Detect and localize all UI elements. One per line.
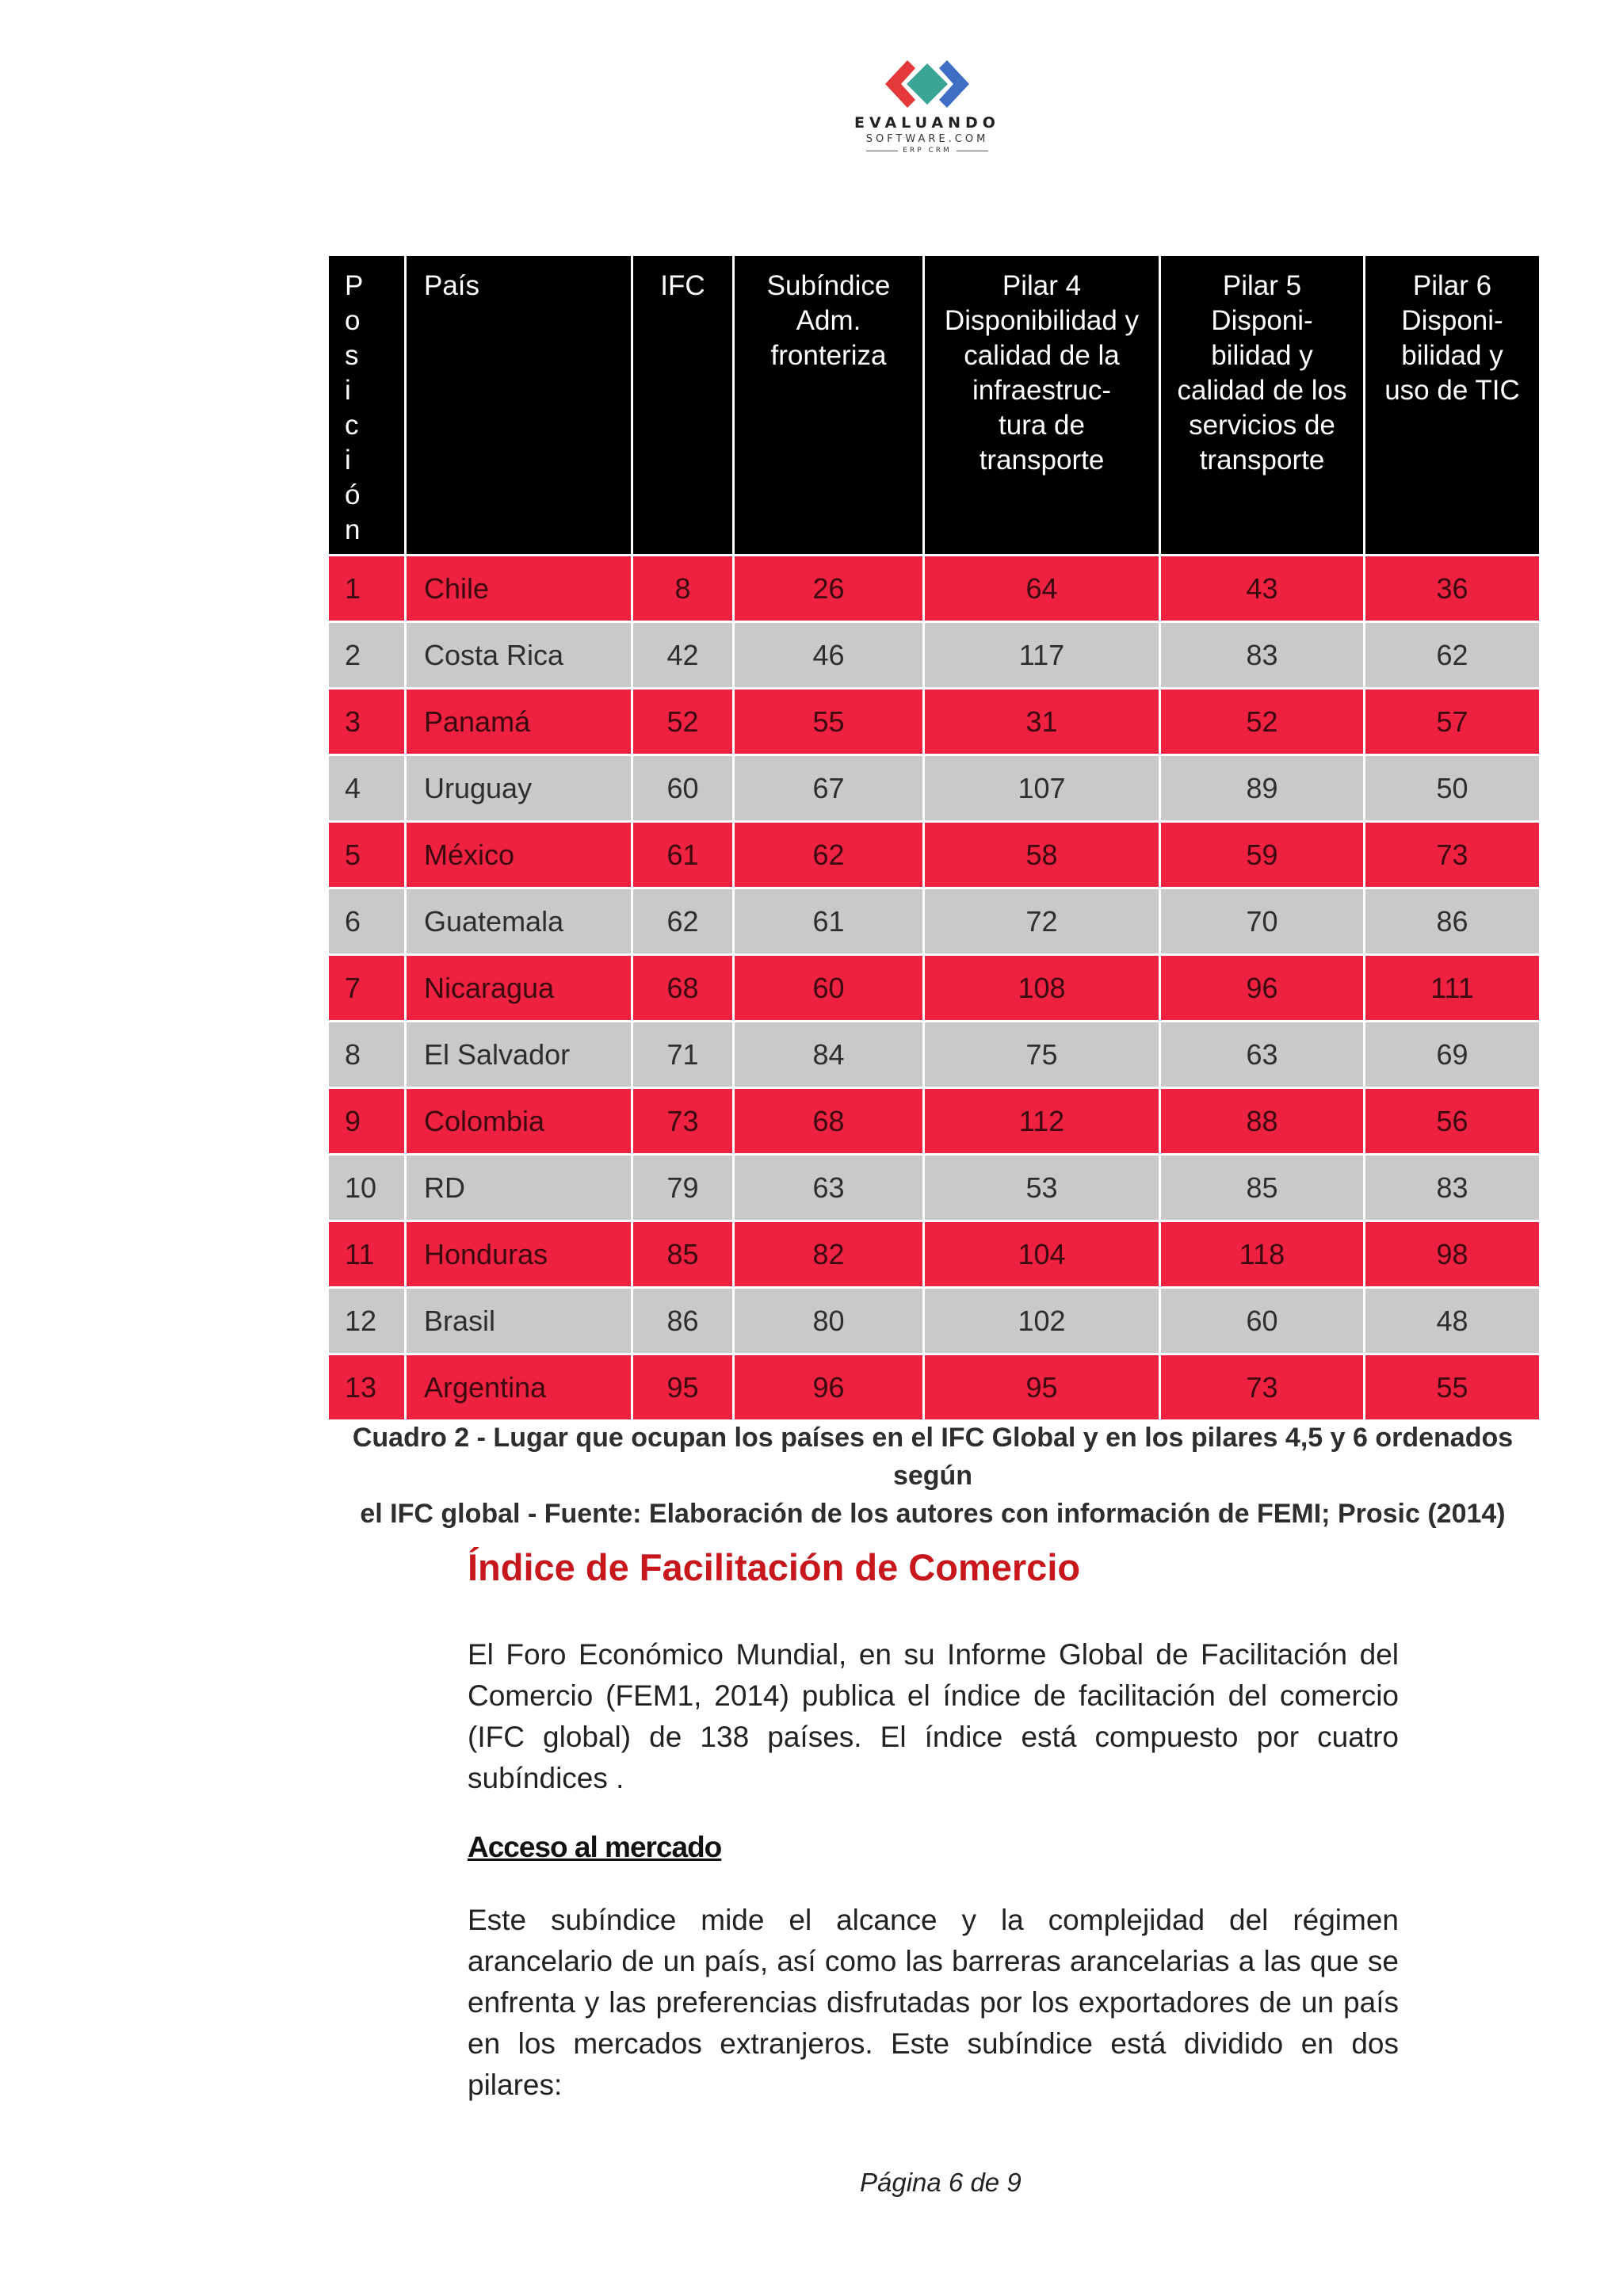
header-subindice-line: Adm.	[796, 305, 861, 336]
table-row	[328, 1088, 1541, 1155]
cell-pilar6: 50	[1365, 755, 1541, 822]
cell-pilar4: 117	[924, 622, 1160, 689]
header-subindice-line: fronteriza	[770, 340, 887, 371]
header-pilar5-line: bilidad y	[1211, 340, 1313, 371]
header-pilar4-line: Pilar 4	[1002, 270, 1082, 301]
ranking-table	[327, 254, 1541, 1422]
table-row	[328, 622, 1541, 689]
cell-pilar4: 108	[924, 955, 1160, 1022]
cell-pilar6: 56	[1365, 1088, 1541, 1155]
cell-subindice: 84	[734, 1022, 924, 1088]
cell-pilar4: 58	[924, 822, 1160, 888]
cell-pais: Colombia	[406, 1088, 632, 1155]
table-row	[328, 1221, 1541, 1288]
table-row	[328, 1022, 1541, 1088]
cell-pilar5: 70	[1160, 888, 1365, 955]
header-pilar5-line: Pilar 5	[1222, 270, 1302, 301]
header-posicion-line: P	[345, 270, 364, 301]
cell-subindice: 60	[734, 955, 924, 1022]
caption-line-1: Cuadro 2 - Lugar que ocupan los países en el IFC Global y en los pilares 4,5 y 6 ordenados según	[352, 1423, 1514, 1491]
cell-pilar5: 73	[1160, 1354, 1365, 1421]
cell-pilar6: 62	[1365, 622, 1541, 689]
header-pilar5-line: servicios de	[1189, 410, 1335, 441]
cell-pilar5: 88	[1160, 1088, 1365, 1155]
section-title: Índice de Facilitación de Comercio	[468, 1546, 1081, 1588]
cell-subindice: 26	[734, 556, 924, 622]
cell-posicion: 13	[328, 1354, 406, 1421]
logo-tag-text: ERP CRM	[903, 147, 952, 155]
header-pilar6-line: bilidad y	[1401, 340, 1503, 371]
header-posicion-line: i	[345, 375, 351, 406]
cell-pais: Argentina	[406, 1354, 632, 1421]
cell-pais: RD	[406, 1155, 632, 1221]
cell-posicion: 7	[328, 955, 406, 1022]
cell-ifc: 85	[632, 1221, 734, 1288]
table-caption	[327, 1419, 1539, 1533]
cell-pilar5: 89	[1160, 755, 1365, 822]
header-pais: País	[406, 255, 632, 556]
cell-pilar5: 59	[1160, 822, 1365, 888]
cell-pais: Chile	[406, 556, 632, 622]
table-row	[328, 1155, 1541, 1221]
table-row	[328, 955, 1541, 1022]
cell-pilar5: 96	[1160, 955, 1365, 1022]
cell-pilar4: 75	[924, 1022, 1160, 1088]
paragraph-acceso-mercado: Este subíndice mide el alcance y la complejidad del régimen arancelario de un país, así como las barreras arancelarias a las que se enfrenta y las preferencias disfrutadas por los exportadores de un país en los mercados extranjeros. Este subíndice está dividido en dos pilares:	[468, 1904, 1399, 2101]
logo-name: EVALUANDO	[854, 114, 1000, 132]
cell-subindice: 55	[734, 689, 924, 755]
header-subindice	[734, 255, 924, 556]
header-ifc: IFC	[632, 255, 734, 556]
cell-pais: Honduras	[406, 1221, 632, 1288]
header-pilar5-line: Disponi-	[1211, 305, 1313, 336]
header-pilar4-line: transporte	[979, 445, 1105, 476]
cell-ifc: 86	[632, 1288, 734, 1354]
header-pilar6-line: uso de TIC	[1384, 375, 1520, 406]
table-row	[328, 689, 1541, 755]
header-pilar6	[1365, 255, 1541, 556]
cell-pilar6: 83	[1365, 1155, 1541, 1221]
cell-pilar6: 57	[1365, 689, 1541, 755]
header-posicion-line: o	[345, 305, 361, 336]
cell-posicion: 4	[328, 755, 406, 822]
cell-pilar5: 85	[1160, 1155, 1365, 1221]
cell-ifc: 62	[632, 888, 734, 955]
cell-pais: Nicaragua	[406, 955, 632, 1022]
cell-pilar6: 69	[1365, 1022, 1541, 1088]
header-subindice-line: Subíndice	[766, 270, 891, 301]
header-posicion-line: c	[345, 410, 359, 441]
cell-ifc: 60	[632, 755, 734, 822]
cell-posicion: 10	[328, 1155, 406, 1221]
cell-pilar4: 112	[924, 1088, 1160, 1155]
cell-pilar5: 43	[1160, 556, 1365, 622]
cell-pais: Uruguay	[406, 755, 632, 822]
header-posicion-line: s	[345, 340, 359, 371]
cell-ifc: 52	[632, 689, 734, 755]
cell-pais: Guatemala	[406, 888, 632, 955]
cell-ifc: 79	[632, 1155, 734, 1221]
cell-pilar4: 102	[924, 1288, 1160, 1354]
header-posicion-line: ó	[345, 479, 361, 510]
page-number: Página 6 de 9	[860, 2168, 1022, 2197]
table-row	[328, 822, 1541, 888]
header-pilar5-line: transporte	[1199, 445, 1325, 476]
table-row	[328, 1288, 1541, 1354]
cell-subindice: 63	[734, 1155, 924, 1221]
cell-pilar5: 83	[1160, 622, 1365, 689]
cell-posicion: 5	[328, 822, 406, 888]
cell-subindice: 67	[734, 755, 924, 822]
table-header-row	[328, 255, 1541, 556]
cell-pilar5: 52	[1160, 689, 1365, 755]
cell-posicion: 8	[328, 1022, 406, 1088]
cell-ifc: 8	[632, 556, 734, 622]
header-pilar4-line: tura de	[999, 410, 1085, 441]
cell-pilar4: 95	[924, 1354, 1160, 1421]
cell-pais: México	[406, 822, 632, 888]
cell-pilar6: 48	[1365, 1288, 1541, 1354]
logo-sub: SOFTWARE.COM	[865, 133, 989, 145]
cell-pilar4: 53	[924, 1155, 1160, 1221]
cell-pais: Brasil	[406, 1288, 632, 1354]
cell-subindice: 62	[734, 822, 924, 888]
cell-subindice: 46	[734, 622, 924, 689]
cell-ifc: 42	[632, 622, 734, 689]
table-row	[328, 1354, 1541, 1421]
cell-posicion: 1	[328, 556, 406, 622]
cell-pilar4: 31	[924, 689, 1160, 755]
cell-subindice: 82	[734, 1221, 924, 1288]
header-pilar5	[1160, 255, 1365, 556]
cell-ifc: 95	[632, 1354, 734, 1421]
cell-pilar5: 118	[1160, 1221, 1365, 1288]
ranking-table-container	[327, 254, 1539, 1422]
cell-pilar6: 73	[1365, 822, 1541, 888]
header-pilar4	[924, 255, 1160, 556]
cell-pilar6: 98	[1365, 1221, 1541, 1288]
cell-pilar4: 107	[924, 755, 1160, 822]
cell-pilar6: 111	[1365, 955, 1541, 1022]
cell-pilar4: 104	[924, 1221, 1160, 1288]
cell-subindice: 68	[734, 1088, 924, 1155]
header-pilar4-line: calidad de la	[964, 340, 1120, 371]
cell-ifc: 61	[632, 822, 734, 888]
cell-posicion: 12	[328, 1288, 406, 1354]
cell-ifc: 73	[632, 1088, 734, 1155]
cell-posicion: 9	[328, 1088, 406, 1155]
cell-posicion: 11	[328, 1221, 406, 1288]
header-pilar6-line: Pilar 6	[1412, 270, 1492, 301]
subheading-acceso-mercado: Acceso al mercado	[468, 1831, 722, 1863]
caption-line-2: el IFC global - Fuente: Elaboración de los autores con información de FEMI; Prosic (2014)	[360, 1499, 1506, 1529]
header-posicion-line: n	[345, 514, 361, 545]
header-pilar4-line: Disponibilidad y	[944, 305, 1140, 336]
header-posicion	[328, 255, 406, 556]
cell-posicion: 6	[328, 888, 406, 955]
cell-posicion: 3	[328, 689, 406, 755]
table-row	[328, 888, 1541, 955]
logo-tag	[840, 147, 1014, 155]
cell-pilar6: 86	[1365, 888, 1541, 955]
cell-pilar5: 63	[1160, 1022, 1365, 1088]
cell-pais: El Salvador	[406, 1022, 632, 1088]
header-pilar6-line: Disponi-	[1401, 305, 1503, 336]
cell-pilar4: 72	[924, 888, 1160, 955]
cell-ifc: 71	[632, 1022, 734, 1088]
cell-pilar5: 60	[1160, 1288, 1365, 1354]
header-pilar4-line: infraestruc-	[972, 375, 1112, 406]
cell-pais: Costa Rica	[406, 622, 632, 689]
cell-subindice: 61	[734, 888, 924, 955]
evaluando-logo-icon	[876, 55, 979, 113]
cell-ifc: 68	[632, 955, 734, 1022]
cell-pais: Panamá	[406, 689, 632, 755]
header-pilar5-line: calidad de los	[1177, 375, 1347, 406]
logo	[840, 55, 1014, 174]
cell-subindice: 80	[734, 1288, 924, 1354]
header-posicion-line: i	[345, 445, 351, 476]
paragraph-intro: El Foro Económico Mundial, en su Informe Global de Facilitación del Comercio (FEM1, 2014) publica el índice de facilitación del comercio (IFC global) de 138 países. El índice está compuesto por cuatro subíndices .	[468, 1638, 1399, 1794]
cell-pilar6: 55	[1365, 1354, 1541, 1421]
cell-subindice: 96	[734, 1354, 924, 1421]
table-row	[328, 556, 1541, 622]
table-row	[328, 755, 1541, 822]
cell-posicion: 2	[328, 622, 406, 689]
cell-pilar4: 64	[924, 556, 1160, 622]
cell-pilar6: 36	[1365, 556, 1541, 622]
